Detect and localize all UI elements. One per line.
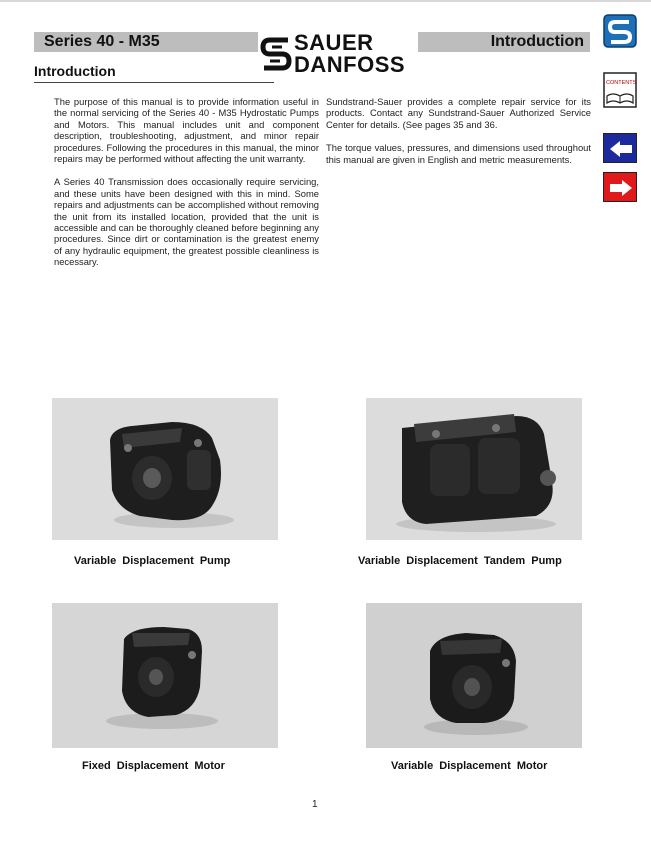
book-icon	[603, 72, 637, 108]
logo-text-bottom: DANFOSS	[294, 52, 406, 77]
left-column	[54, 96, 319, 280]
contents-label: CONTENTS	[606, 80, 637, 86]
contents-button[interactable]	[603, 72, 637, 108]
paragraph: Sundstrand-Sauer provides a complete repair service for its products. Contact any Sundstrand-Sauer Authorized Service Center for details. (See pages 35 and 36.	[326, 96, 591, 130]
paragraph: A Series 40 Transmission does occasionally require servicing, and these units have been designed with this in mind. Some repairs and adjustments can be accomplished without removing the unit from its installed location, provided that the unit is accessible and can be thoroughly cleaned before beginning any procedures. Since dirt or contamination is the greatest enemy of any hydraulic equipment, the greatest possible cleanliness is necessary.	[54, 176, 319, 268]
figure-caption: Variable Displacement Pump	[74, 555, 231, 567]
paragraph: The purpose of this manual is to provide information useful in the normal servicing of the Series 40 - M35 Hydrostatic Pumps and Motors. This manual includes unit and component description, troubleshooting, adjustment, and minor repair procedures. Following the procedures in this manual, the minor repairs may be performed without affecting the unit warranty.	[54, 96, 319, 165]
series-label: Series 40 - M35	[44, 33, 160, 50]
page-number: 1	[312, 799, 318, 810]
variable-motor-image	[366, 603, 582, 748]
page-title: Introduction	[34, 63, 116, 79]
figure-caption: Variable Displacement Motor	[391, 760, 548, 772]
sauer-danfoss-logo-icon	[260, 34, 292, 74]
photo-variable-displacement-tandem-pump	[366, 398, 582, 540]
arrow-left-icon	[608, 139, 634, 159]
home-logo-button[interactable]	[603, 14, 637, 48]
photo-variable-displacement-pump	[52, 398, 278, 540]
right-column	[326, 96, 591, 177]
figure-caption: Fixed Displacement Motor	[82, 760, 225, 772]
sauer-danfoss-logo-icon	[603, 14, 637, 48]
forward-button[interactable]	[603, 172, 637, 202]
logo-text-top: SAUER	[294, 30, 374, 55]
fixed-motor-image	[52, 603, 278, 748]
tandem-pump-image	[366, 398, 582, 540]
title-underline	[34, 82, 274, 83]
sauer-danfoss-logo	[258, 30, 418, 80]
arrow-right-icon	[608, 178, 634, 198]
pump-image	[52, 398, 278, 540]
figure-caption: Variable Displacement Tandem Pump	[358, 555, 562, 567]
photo-variable-displacement-motor	[366, 603, 582, 748]
top-divider	[0, 0, 651, 2]
photo-fixed-displacement-motor	[52, 603, 278, 748]
paragraph: The torque values, pressures, and dimensions used throughout this manual are given in English and metric measurements.	[326, 142, 591, 165]
section-label: Introduction	[490, 33, 584, 50]
back-button[interactable]	[603, 133, 637, 163]
